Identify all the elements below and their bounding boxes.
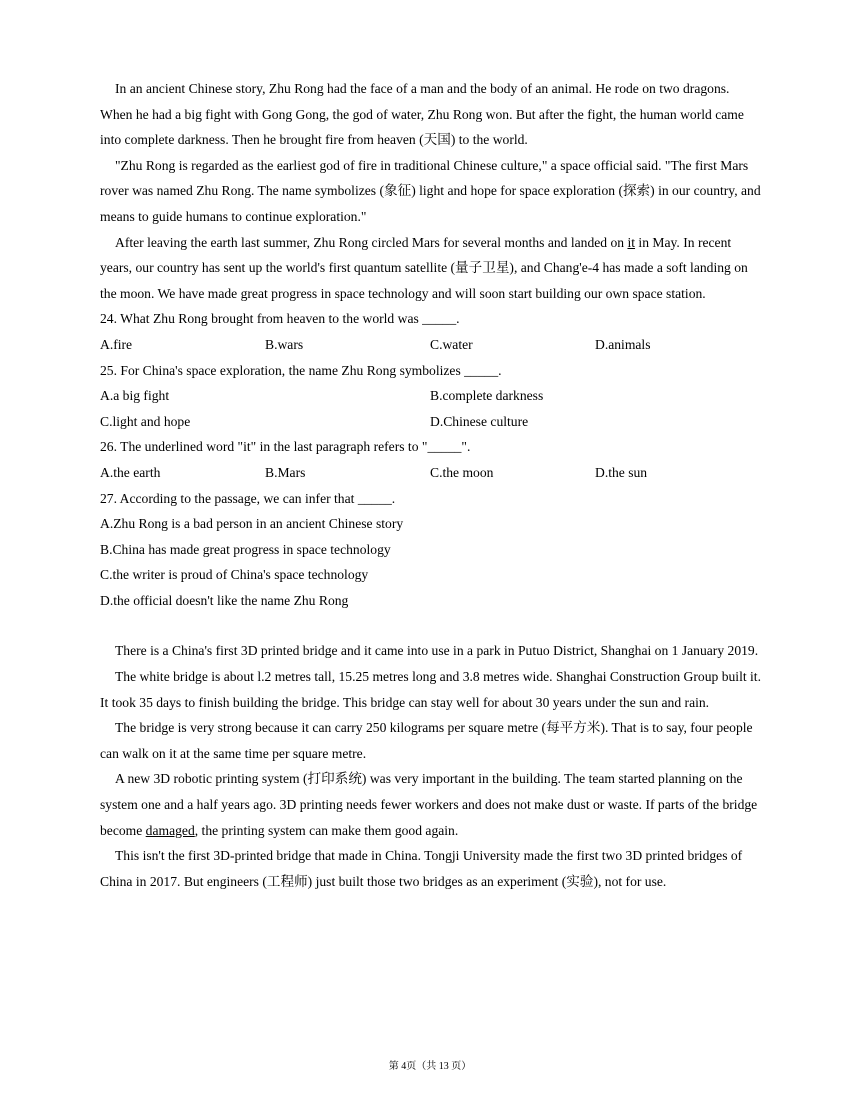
- text-segment: in May. In recent years, our country has sent up the world's first quantum satellite (量子卫星), and Chang'e-4 has made a soft landing on the moon. We have made great progress in space technology and will soon start building our own space station.: [100, 234, 748, 301]
- text-segment: A new 3D robotic printing system (打印系统) was very important in the building. The team started planning on the system one and a half years ago. 3D printing needs fewer workers and does not make dust or waste. If parts of the bridge become: [100, 771, 758, 838]
- option-b: B.complete darkness: [430, 388, 544, 404]
- question-26-options: [100, 460, 765, 486]
- passage2-paragraph-3: The bridge is very strong because it can carry 250 kilograms per square metre (每平方米). That is to say, four people can walk on it at the same time per square metre.: [100, 720, 753, 761]
- question-24-options: [100, 332, 765, 358]
- option-c: C.the writer is proud of China's space technology: [100, 567, 369, 583]
- question-25-options-row-1: [100, 383, 765, 409]
- passage2-paragraph-5: This isn't the first 3D-printed bridge that made in China. Tongji University made the first two 3D printed bridges of China in 2017. But engineers (工程师) just built those two bridges as an experiment (实验), not for use.: [100, 848, 743, 889]
- option-a: A.fire: [100, 336, 133, 352]
- option-b: B.Mars: [265, 464, 306, 480]
- option-c: C.the moon: [430, 464, 494, 480]
- page-content: [100, 76, 765, 894]
- underlined-word-damaged: damaged: [145, 822, 195, 838]
- option-d: D.the official doesn't like the name Zhu Rong: [100, 592, 349, 608]
- passage1-paragraph-3: [100, 230, 765, 307]
- passage1-paragraph-2: "Zhu Rong is regarded as the earliest god of fire in traditional Chinese culture," a space official said. "The first Mars rover was named Zhu Rong. The name symbolizes (象征) light and hope for space exploration (探索) in our country, and means to guide humans to continue exploration.": [100, 157, 761, 224]
- question-24-stem: 24. What Zhu Rong brought from heaven to the world was _____.: [100, 311, 460, 327]
- passage2-paragraph-1: There is a China's first 3D printed bridge and it came into use in a park in Putuo District, Shanghai on 1 January 2019.: [115, 643, 759, 659]
- option-d: D.the sun: [595, 464, 648, 480]
- option-b: B.China has made great progress in space technology: [100, 541, 391, 557]
- text-segment: After leaving the earth last summer, Zhu Rong circled Mars for several months and landed on: [115, 234, 628, 250]
- page-footer: 第 4页（共 13 页）: [388, 1061, 472, 1072]
- question-25-options-row-2: [100, 409, 765, 435]
- question-25-stem: 25. For China's space exploration, the name Zhu Rong symbolizes _____.: [100, 362, 502, 378]
- question-26-stem: 26. The underlined word "it" in the last paragraph refers to "_____".: [100, 439, 471, 455]
- underlined-word-it: it: [627, 234, 636, 250]
- option-d: D.animals: [595, 336, 651, 352]
- option-d: D.Chinese culture: [430, 413, 529, 429]
- option-a: A.a big fight: [100, 388, 170, 404]
- passage2-paragraph-2: The white bridge is about l.2 metres tall, 15.25 metres long and 3.8 metres wide. Shanghai Construction Group built it. It took 35 days to finish building the bridge. This bridge can stay well for about 30 years under the sun and rain.: [100, 669, 761, 710]
- option-b: B.wars: [265, 336, 304, 352]
- text-segment: , the printing system can make them good again.: [194, 822, 459, 838]
- option-c: C.water: [430, 336, 473, 352]
- passage1-paragraph-1: In an ancient Chinese story, Zhu Rong had the face of a man and the body of an animal. He rode on two dragons. When he had a big fight with Gong Gong, the god of water, Zhu Rong won. But after the fight, the human world came into complete darkness. Then he brought fire from heaven (天国) to the world.: [100, 81, 744, 148]
- option-a: A.Zhu Rong is a bad person in an ancient Chinese story: [100, 516, 404, 532]
- section-gap: [100, 613, 765, 638]
- passage2-paragraph-4: [100, 766, 765, 843]
- option-a: A.the earth: [100, 464, 161, 480]
- option-c: C.light and hope: [100, 413, 191, 429]
- question-27-stem: 27. According to the passage, we can infer that _____.: [100, 490, 396, 506]
